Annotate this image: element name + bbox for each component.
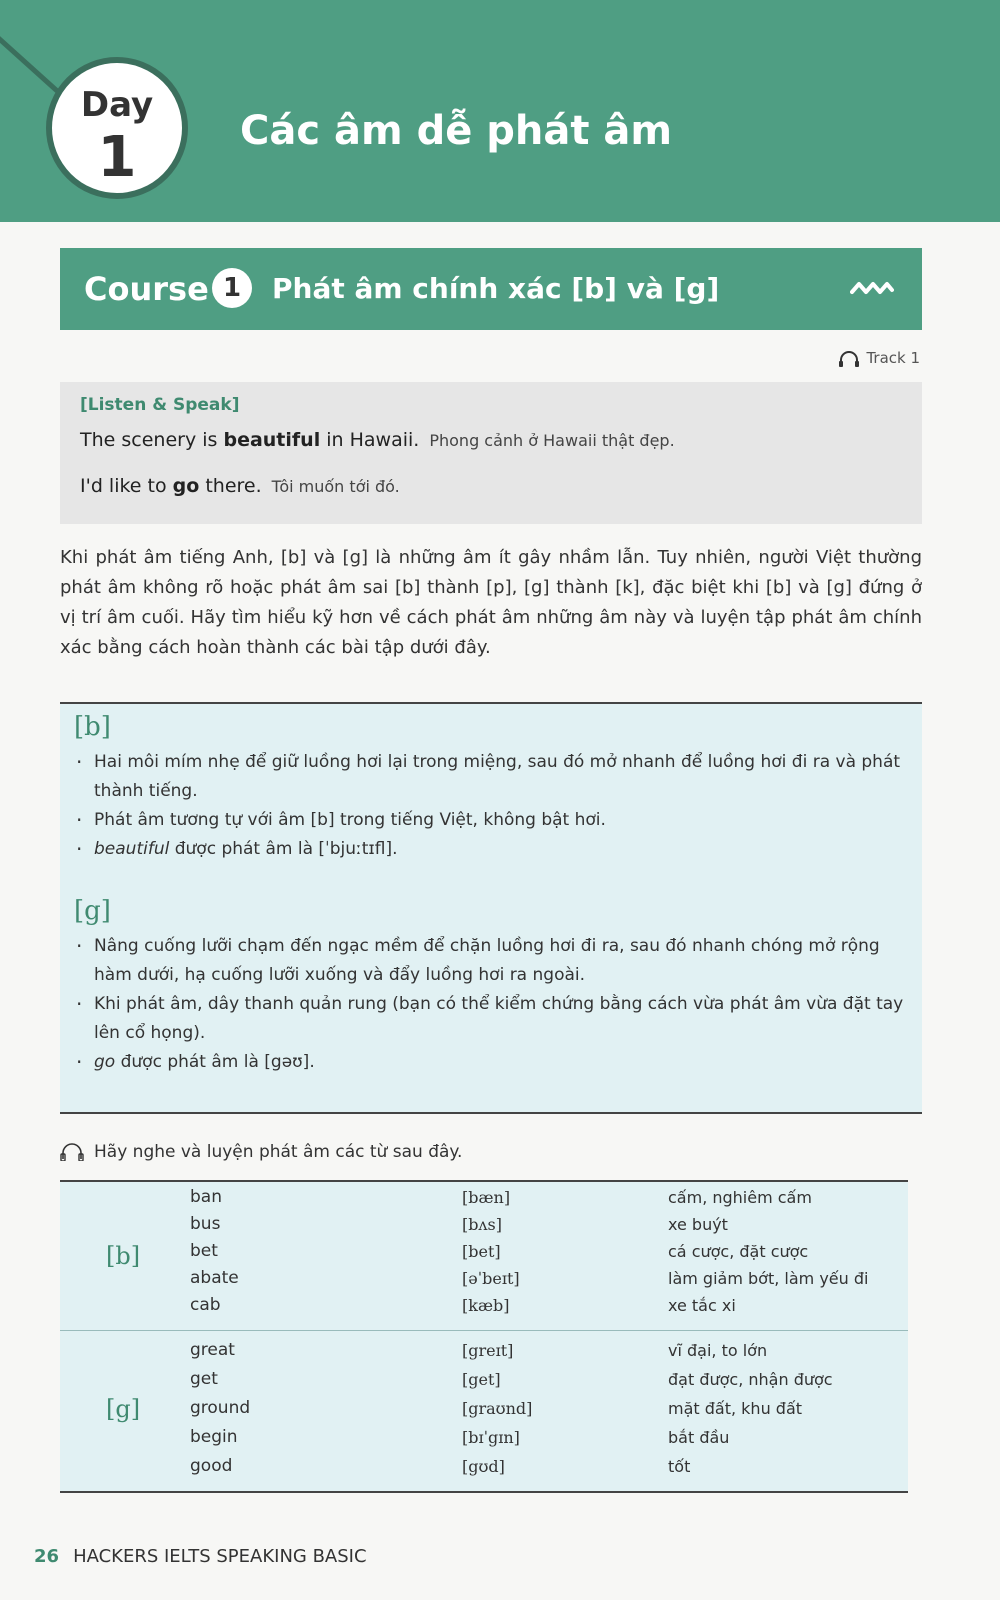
vocab-meaning: cấm, nghiêm cấm <box>668 1188 812 1207</box>
rule-item <box>74 835 904 864</box>
vocab-meaning: xe buýt <box>668 1215 728 1234</box>
rule-example-text: được phát âm là [ˈbjuːtɪfl]. <box>169 839 398 859</box>
sentence-keyword: go <box>172 475 200 497</box>
vocab-meaning: đạt được, nhận được <box>668 1370 833 1389</box>
course-title: Phát âm chính xác [b] và [g] <box>272 272 720 305</box>
vocab-meaning: vĩ đại, to lớn <box>668 1341 768 1360</box>
vocab-meaning: cá cược, đặt cược <box>668 1242 809 1261</box>
sentence-translation: Tôi muốn tới đó. <box>271 477 400 496</box>
course-banner <box>60 248 922 330</box>
rule-item: · Khi phát âm, dây thanh quản rung (bạn có thể kiểm chứng bằng cách vừa phát âm vừa đặt tay lên cổ họng). <box>74 990 904 1048</box>
table-row <box>60 1238 908 1265</box>
vocabulary-table <box>60 1180 908 1493</box>
sentence-text: there. <box>199 475 262 497</box>
vocab-ipa: [əˈbeɪt] <box>462 1269 520 1288</box>
table-row <box>60 1292 908 1319</box>
vocab-ipa: [greɪt] <box>462 1341 514 1360</box>
rule-list-b <box>74 748 904 864</box>
audio-track[interactable] <box>838 348 920 368</box>
example-sentence-2 <box>80 474 400 499</box>
table-row <box>60 1211 908 1238</box>
page-number: 26 <box>34 1546 60 1567</box>
table-row <box>60 1184 908 1211</box>
rule-example-text: được phát âm là [gəʊ]. <box>115 1052 315 1072</box>
vocab-word: cab <box>190 1295 221 1315</box>
rule-symbol-b: [b] <box>74 712 111 742</box>
vocab-word: ground <box>190 1398 251 1418</box>
day-number: 1 <box>97 125 137 190</box>
vocab-meaning: xe tắc xi <box>668 1296 736 1315</box>
headphones-icon <box>838 351 860 367</box>
day-badge <box>46 57 188 199</box>
pronunciation-rules <box>60 702 922 1114</box>
rule-example-word: beautiful <box>94 839 170 859</box>
vocab-word: bet <box>190 1241 218 1261</box>
intro-paragraph: Khi phát âm tiếng Anh, [b] và [g] là những âm ít gây nhầm lẫn. Tuy nhiên, người Việt thường phát âm không rõ hoặc phát âm sai [b] thành [p], [g] thành [k], đặc biệt khi [b] và [g] đứng ở vị trí âm cuối. Hãy tìm hiểu kỹ hơn về cách phát âm những âm này và luyện tập phát âm chính xác bằng cách hoàn thành các bài tập dưới đây. <box>60 547 922 658</box>
book-title: HACKERS IELTS SPEAKING BASIC <box>73 1546 367 1567</box>
headphones-icon[interactable] <box>60 1143 84 1161</box>
page-footer <box>34 1545 367 1569</box>
vocab-word: get <box>190 1369 218 1389</box>
sentence-text: in Hawaii. <box>320 429 420 451</box>
rule-example-word: go <box>94 1052 116 1072</box>
rule-item: · Hai môi mím nhẹ để giữ luồng hơi lại trong miệng, sau đó mở nhanh để luồng hơi đi ra và phát thành tiếng. <box>74 748 904 806</box>
track-label: Track 1 <box>866 349 920 367</box>
vocab-group-g <box>60 1331 908 1491</box>
vocab-group-b <box>60 1182 908 1331</box>
vocab-meaning: bắt đầu <box>668 1428 730 1447</box>
vocab-meaning: tốt <box>668 1457 691 1476</box>
rule-list-g <box>74 932 904 1077</box>
vocab-ipa: [kæb] <box>462 1296 510 1315</box>
vocab-word: ban <box>190 1187 222 1207</box>
rule-item: · Phát âm tương tự với âm [b] trong tiếng Việt, không bật hơi. <box>74 806 904 835</box>
vocab-meaning: mặt đất, khu đất <box>668 1399 803 1418</box>
sentence-keyword: beautiful <box>223 429 321 451</box>
course-number: 1 <box>212 268 252 308</box>
vocab-word: great <box>190 1340 235 1360</box>
vocab-ipa: [graʊnd] <box>462 1399 533 1418</box>
table-row <box>60 1424 908 1451</box>
chapter-title: Các âm dễ phát âm <box>240 108 673 154</box>
vocab-symbol-g: [g] <box>106 1395 141 1423</box>
sentence-text: I'd like to <box>80 475 173 497</box>
vocab-ipa: [bet] <box>462 1242 501 1261</box>
listen-speak-label: [Listen & Speak] <box>80 395 240 415</box>
vocab-word: begin <box>190 1427 238 1447</box>
rule-item: · Nâng cuống lưỡi chạm đến ngạc mềm để chặn luồng hơi đi ra, sau đó nhanh chóng mở rộng hàm dưới, hạ cuống lưỡi xuống và đẩy luồng hơi ra ngoài. <box>74 932 904 990</box>
table-row <box>60 1337 908 1364</box>
course-word: Course <box>84 270 209 308</box>
vocab-ipa: [get] <box>462 1370 501 1389</box>
vocab-ipa: [bʌs] <box>462 1215 502 1234</box>
table-row <box>60 1453 908 1480</box>
vocab-word: good <box>190 1456 233 1476</box>
rule-item <box>74 1048 904 1077</box>
vocab-word: abate <box>190 1268 239 1288</box>
vocab-ipa: [gʊd] <box>462 1457 505 1476</box>
vocab-meaning: làm giảm bớt, làm yếu đi <box>668 1269 869 1288</box>
vocab-ipa: [bɪˈgɪn] <box>462 1428 520 1447</box>
table-row <box>60 1395 908 1422</box>
wave-icon <box>850 278 894 298</box>
vocab-symbol-b: [b] <box>106 1242 141 1270</box>
rule-symbol-g: [g] <box>74 896 111 926</box>
vocab-word: bus <box>190 1214 221 1234</box>
instruction-text: Hãy nghe và luyện phát âm các từ sau đây. <box>94 1142 463 1162</box>
practice-instruction <box>60 1141 462 1163</box>
listen-speak-box <box>60 382 922 524</box>
sentence-translation: Phong cảnh ở Hawaii thật đẹp. <box>429 431 675 450</box>
vocab-ipa: [bæn] <box>462 1188 511 1207</box>
table-row <box>60 1265 908 1292</box>
day-word: Day <box>80 85 154 125</box>
chapter-header <box>0 0 1000 222</box>
table-row <box>60 1366 908 1393</box>
sentence-text: The scenery is <box>80 429 224 451</box>
example-sentence-1 <box>80 428 675 453</box>
